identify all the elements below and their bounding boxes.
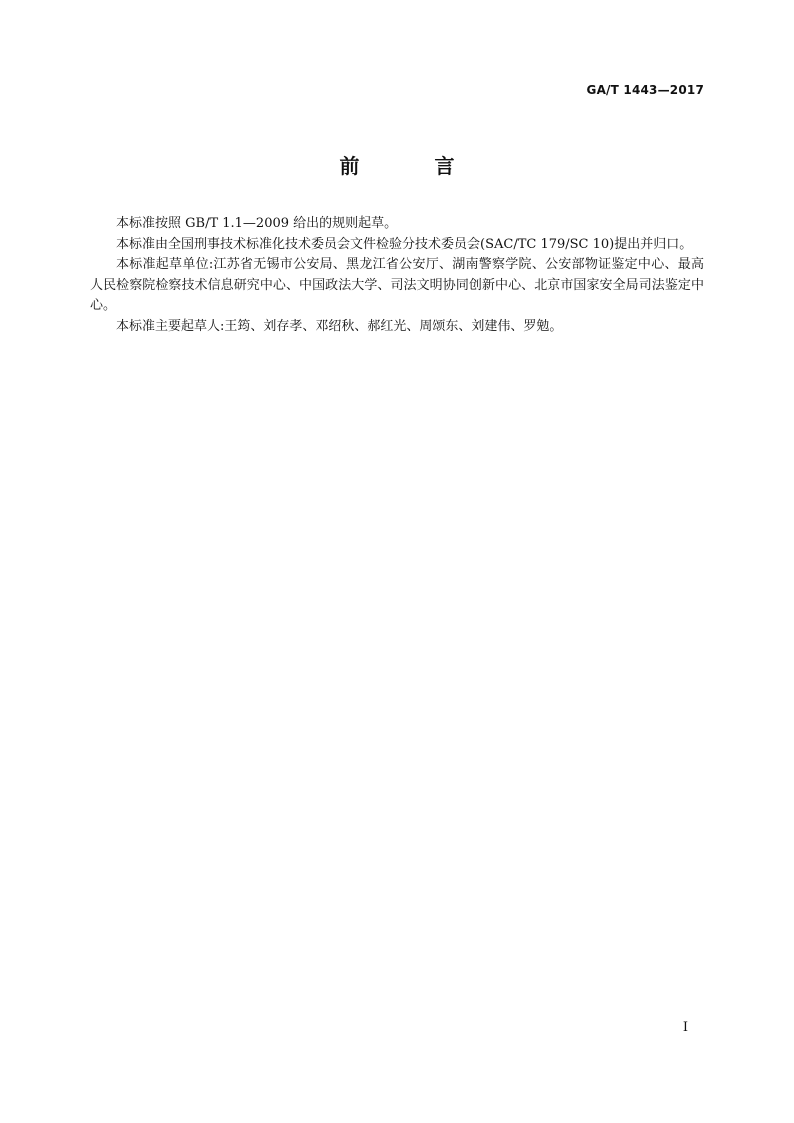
paragraph-drafters: 本标准主要起草人:王筠、刘存孝、邓绍秋、郝红光、周颂东、刘建伟、罗勉。: [116, 318, 563, 334]
page-number: I: [682, 1020, 688, 1035]
foreword-body: [90, 214, 704, 337]
paragraph-drafting-rules: 本标准按照 GB/T 1.1—2009 给出的规则起草。: [116, 216, 398, 231]
standard-code: GA/T 1443—2017: [586, 83, 704, 97]
paragraph-proposer: 本标准由全国刑事技术标准化技术委员会文件检验分技术委员会(SAC/TC 179/SC 10)提出并归口。: [116, 236, 693, 252]
page-title: 前 言: [339, 154, 489, 178]
paragraph-drafting-units: 本标准起草单位:江苏省无锡市公安局、黑龙江省公安厅、湖南警察学院、公安部物证鉴定中心、最高人民检察院检察技术信息研究中心、中国政法大学、司法文明协同创新中心、北京市国家安全局司法鉴定中心。: [90, 257, 704, 313]
